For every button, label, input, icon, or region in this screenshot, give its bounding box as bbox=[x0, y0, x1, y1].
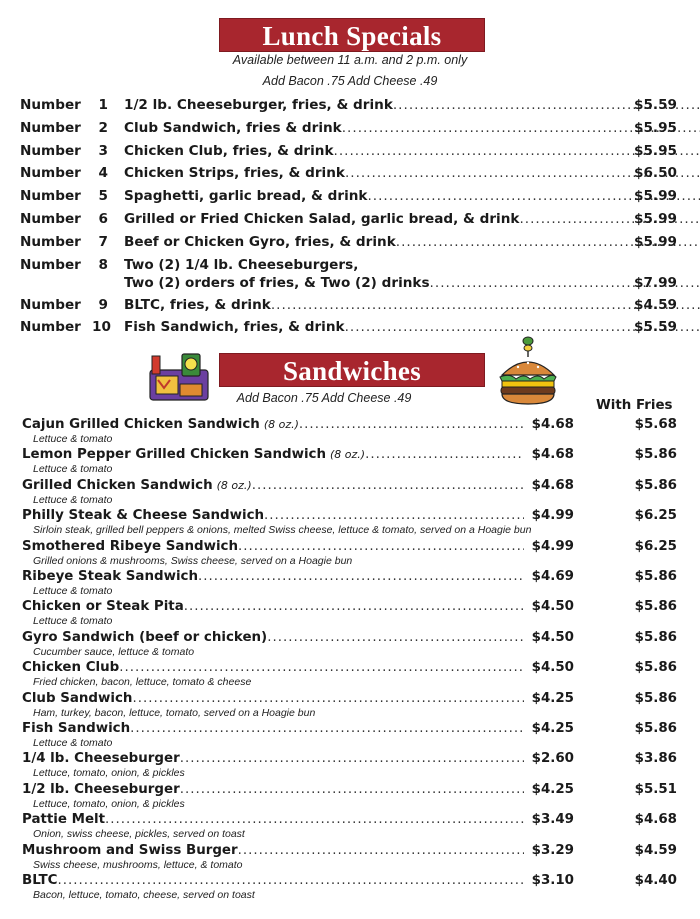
sandwich-price-with-fries: $4.59 bbox=[634, 842, 677, 858]
sandwich-name-box bbox=[22, 568, 524, 585]
item-number-label: Number bbox=[20, 319, 81, 335]
sandwich-price: $4.25 bbox=[531, 690, 574, 706]
sandwich-row bbox=[22, 477, 677, 507]
item-text: 1/2 lb. Cheeseburger, fries, & drink bbox=[124, 97, 393, 113]
lunch-specials-title: Lunch Specials bbox=[262, 21, 442, 51]
item-text: Club Sandwich, fries & drink bbox=[124, 120, 342, 136]
item-price: $5.99 bbox=[634, 234, 677, 250]
sandwich-price-with-fries: $5.86 bbox=[634, 690, 677, 706]
sandwich-description: Bacon, lettuce, tomato, cheese, served on toast bbox=[33, 889, 255, 901]
item-number: 9 bbox=[98, 297, 108, 313]
lunch-item-row bbox=[20, 233, 677, 251]
item-lines bbox=[124, 96, 700, 114]
sandwich-price-with-fries: $6.25 bbox=[634, 538, 677, 554]
sandwich-size: (8 oz.) bbox=[263, 418, 299, 431]
sandwich-main-line bbox=[22, 811, 677, 828]
sandwich-price-with-fries: $5.86 bbox=[634, 660, 677, 676]
sandwich-price-with-fries: $5.86 bbox=[634, 477, 677, 493]
item-number-label: Number bbox=[20, 297, 81, 313]
dot-leader bbox=[198, 568, 524, 585]
item-number: 4 bbox=[98, 165, 108, 181]
sandwich-main-line bbox=[22, 629, 677, 646]
sandwich-size: (8 oz.) bbox=[216, 478, 252, 492]
sandwich-price: $4.25 bbox=[531, 781, 574, 797]
sandwich-name-box bbox=[22, 690, 524, 707]
sandwich-description: Onion, swiss cheese, pickles, served on toast bbox=[33, 828, 245, 841]
item-price: $5.59 bbox=[634, 319, 677, 335]
sandwich-row bbox=[22, 416, 677, 446]
item-price: $5.99 bbox=[634, 211, 677, 227]
sandwich-description: Cucumber sauce, lettuce & tomato bbox=[33, 645, 195, 658]
sandwiches-banner bbox=[219, 353, 485, 387]
dot-leader bbox=[252, 477, 524, 494]
sandwich-row bbox=[22, 690, 677, 720]
sandwiches-title: Sandwiches bbox=[282, 356, 422, 386]
sandwich-price: $4.68 bbox=[531, 447, 574, 463]
sandwich-description: Lettuce, tomato, onion, & pickles bbox=[33, 767, 185, 780]
item-text: Grilled or Fried Chicken Salad, garlic bread, & drink bbox=[124, 211, 520, 227]
item-number: 2 bbox=[98, 120, 108, 136]
item-line bbox=[124, 210, 700, 228]
item-price: $5.59 bbox=[634, 97, 677, 113]
sandwich-main-line bbox=[22, 416, 677, 433]
sandwich-price-with-fries: $5.86 bbox=[634, 447, 677, 463]
item-number: 7 bbox=[98, 234, 108, 250]
sandwich-name: Chicken Club bbox=[22, 660, 120, 676]
sandwich-name: BLTC bbox=[22, 873, 58, 888]
sandwich-name-box bbox=[22, 507, 524, 524]
item-price: $4.59 bbox=[634, 297, 677, 313]
item-lines bbox=[124, 210, 700, 228]
item-line bbox=[124, 164, 700, 182]
sandwich-description: Lettuce & tomato bbox=[33, 585, 113, 597]
sandwich-row bbox=[22, 811, 677, 841]
dot-leader bbox=[180, 750, 524, 767]
item-number: 1 bbox=[98, 97, 108, 113]
item-number-label: Number bbox=[20, 257, 81, 273]
item-description bbox=[124, 119, 625, 137]
sandwich-name-box bbox=[22, 750, 524, 767]
sandwich-name-box bbox=[22, 659, 524, 676]
item-line bbox=[124, 96, 700, 114]
sandwich-name-box bbox=[22, 781, 524, 798]
dot-leader bbox=[238, 842, 524, 859]
item-description bbox=[124, 187, 625, 205]
sandwich-row bbox=[22, 781, 677, 811]
sandwiches-addons: Add Bacon .75 Add Cheese .49 bbox=[236, 391, 412, 405]
dot-leader bbox=[365, 446, 524, 463]
sandwich-main-line bbox=[22, 659, 677, 676]
sandwich-price: $4.25 bbox=[531, 721, 574, 736]
item-number: 5 bbox=[98, 188, 108, 204]
dot-leader bbox=[267, 629, 524, 646]
sandwich-name: 1/4 lb. Cheeseburger bbox=[22, 751, 180, 767]
item-description bbox=[124, 210, 625, 228]
dot-leader bbox=[130, 720, 524, 737]
item-lines bbox=[124, 318, 700, 336]
sandwich-description: Fried chicken, bacon, lettuce, tomato & cheese bbox=[33, 676, 252, 689]
item-number-label: Number bbox=[20, 165, 81, 181]
sandwich-description: Grilled onions & mushrooms, Swiss cheese, served on a Hoagie bun bbox=[33, 554, 353, 567]
sandwich-price-with-fries: $5.86 bbox=[634, 599, 677, 615]
sandwich-main-line bbox=[22, 872, 677, 889]
sandwich-main-line bbox=[22, 720, 677, 737]
sandwich-description: Sirloin steak, grilled bell peppers & onions, melted Swiss cheese, lettuce & tomato, served on a Hoagie bun bbox=[33, 524, 532, 537]
item-text: Two (2) 1/4 lb. Cheeseburgers, bbox=[124, 257, 359, 273]
lunch-item-row bbox=[20, 210, 677, 228]
sandwich-description: Lettuce & tomato bbox=[33, 737, 113, 749]
item-description bbox=[124, 233, 625, 251]
item-price: $5.99 bbox=[634, 188, 677, 204]
sandwich-description: Lettuce & tomato bbox=[33, 433, 113, 445]
sandwich-name-box bbox=[22, 538, 524, 555]
lunch-item-row bbox=[20, 187, 677, 205]
dot-leader bbox=[180, 781, 524, 798]
lunch-item-row bbox=[20, 142, 677, 160]
item-text: Chicken Club, fries, & drink bbox=[124, 143, 334, 159]
item-text: Chicken Strips, fries, & drink bbox=[124, 165, 345, 181]
sandwich-main-line bbox=[22, 507, 677, 524]
sandwich-price: $4.50 bbox=[531, 660, 574, 676]
lunch-item-row bbox=[20, 296, 677, 314]
item-line bbox=[124, 318, 700, 336]
sandwich-description: Swiss cheese, mushrooms, lettuce, & tomato bbox=[33, 858, 243, 871]
sandwich-name: 1/2 lb. Cheeseburger bbox=[22, 781, 180, 797]
item-line bbox=[124, 274, 700, 292]
item-text: Fish Sandwich, fries, & drink bbox=[124, 319, 345, 335]
lunch-specials-banner bbox=[219, 18, 485, 52]
item-price: $6.50 bbox=[634, 165, 677, 181]
sandwich-description: Ham, turkey, bacon, lettuce, tomato, served on a Hoagie bun bbox=[33, 706, 316, 719]
sandwich-main-line bbox=[22, 750, 677, 767]
lunch-addons: Add Bacon .75 Add Cheese .49 bbox=[262, 74, 438, 88]
lunch-item-row bbox=[20, 256, 677, 291]
sandwich-price-with-fries: $5.51 bbox=[634, 781, 677, 797]
sandwich-row bbox=[22, 872, 677, 902]
lunch-item-row bbox=[20, 96, 677, 114]
sandwich-row bbox=[22, 629, 677, 659]
sandwich-description: Lettuce & tomato bbox=[33, 493, 113, 506]
item-price: $5.95 bbox=[634, 120, 677, 136]
sandwich-price: $4.99 bbox=[531, 538, 574, 554]
item-description bbox=[124, 164, 625, 182]
sandwich-price-with-fries: $4.40 bbox=[634, 873, 677, 888]
item-line bbox=[124, 187, 700, 205]
item-description bbox=[124, 142, 625, 160]
sandwich-name-box bbox=[22, 416, 524, 433]
sandwich-description: Lettuce & tomato bbox=[33, 615, 113, 628]
lunch-item-row bbox=[20, 318, 677, 336]
item-text: Two (2) orders of fries, & Two (2) drinks bbox=[124, 275, 430, 291]
sandwich-row bbox=[22, 446, 677, 476]
sandwich-row bbox=[22, 659, 677, 689]
item-lines bbox=[124, 119, 700, 137]
dot-leader bbox=[105, 811, 524, 828]
item-number-label: Number bbox=[20, 143, 81, 159]
item-line bbox=[124, 233, 700, 251]
item-description bbox=[124, 96, 625, 114]
with-fries-header: With Fries bbox=[596, 398, 673, 413]
sandwich-price: $4.50 bbox=[531, 629, 574, 645]
item-lines bbox=[124, 296, 700, 314]
dot-leader bbox=[264, 507, 524, 524]
item-number: 8 bbox=[98, 257, 108, 273]
sandwich-price: $4.50 bbox=[531, 599, 574, 615]
sandwich-main-line bbox=[22, 598, 677, 615]
sandwich-name: Gyro Sandwich (beef or chicken) bbox=[22, 629, 268, 645]
sandwich-name-box bbox=[22, 477, 524, 494]
item-price: $7.99 bbox=[634, 275, 677, 291]
sandwich-name-box bbox=[22, 598, 524, 615]
sandwich-row bbox=[22, 842, 677, 872]
item-line bbox=[124, 256, 700, 274]
dot-leader bbox=[57, 872, 524, 889]
sandwich-main-line bbox=[22, 781, 677, 798]
dot-leader bbox=[132, 690, 524, 707]
item-line bbox=[124, 142, 700, 160]
sandwich-name-box bbox=[22, 720, 524, 737]
sandwich-name: Fish Sandwich bbox=[22, 721, 131, 736]
lunch-availability: Available between 11 a.m. and 2 p.m. only bbox=[232, 53, 468, 67]
sandwich-name: Mushroom and Swiss Burger bbox=[22, 842, 238, 858]
dot-leader bbox=[119, 659, 524, 676]
sandwich-name: Pattie Melt bbox=[22, 812, 106, 828]
sandwich-price: $2.60 bbox=[531, 751, 574, 767]
sandwich-main-line bbox=[22, 446, 677, 463]
sandwich-name-box bbox=[22, 842, 524, 859]
dot-leader bbox=[184, 598, 524, 615]
sandwich-size: (8 oz.) bbox=[330, 448, 366, 462]
sandwich-description: Lettuce & tomato bbox=[33, 463, 113, 476]
sandwich-row bbox=[22, 598, 677, 628]
item-lines bbox=[124, 187, 700, 205]
item-lines bbox=[124, 256, 700, 292]
dot-leader bbox=[238, 538, 524, 555]
item-number: 3 bbox=[98, 143, 108, 159]
sandwich-name: Smothered Ribeye Sandwich bbox=[22, 538, 239, 554]
item-description bbox=[124, 318, 625, 336]
item-price: $5.95 bbox=[634, 143, 677, 159]
sandwich-price-with-fries: $5.68 bbox=[634, 417, 677, 432]
lunch-item-row bbox=[20, 164, 677, 182]
sandwich-main-line bbox=[22, 690, 677, 707]
sandwich-price: $4.68 bbox=[531, 477, 574, 493]
sandwich-name: Cajun Grilled Chicken Sandwich bbox=[22, 417, 260, 432]
sandwich-price-with-fries: $4.68 bbox=[634, 812, 677, 828]
item-number: 10 bbox=[92, 319, 111, 335]
sandwich-price-with-fries: $6.25 bbox=[634, 508, 677, 524]
sandwich-main-line bbox=[22, 538, 677, 555]
item-number-label: Number bbox=[20, 120, 81, 136]
sandwich-price: $4.99 bbox=[531, 508, 574, 524]
item-number-label: Number bbox=[20, 188, 81, 204]
item-lines bbox=[124, 164, 700, 182]
sandwich-name: Grilled Chicken Sandwich bbox=[22, 477, 213, 493]
item-number-label: Number bbox=[20, 234, 81, 250]
sandwich-main-line bbox=[22, 568, 677, 585]
sandwich-name-box bbox=[22, 872, 524, 889]
sandwich-price-with-fries: $3.86 bbox=[634, 751, 677, 767]
dot-leader bbox=[299, 416, 524, 433]
sandwich-price: $3.49 bbox=[531, 812, 574, 828]
sandwich-price-with-fries: $5.86 bbox=[634, 721, 677, 736]
sandwich-name: Club Sandwich bbox=[22, 690, 133, 706]
sandwich-description: Lettuce, tomato, onion, & pickles bbox=[33, 797, 185, 810]
sandwich-main-line bbox=[22, 842, 677, 859]
sandwich-name: Philly Steak & Cheese Sandwich bbox=[22, 508, 265, 524]
item-lines bbox=[124, 142, 700, 160]
sandwich-name: Chicken or Steak Pita bbox=[22, 599, 184, 615]
item-line bbox=[124, 296, 700, 314]
item-number-label: Number bbox=[20, 211, 81, 227]
sandwich-name: Ribeye Steak Sandwich bbox=[22, 569, 199, 584]
sandwich-price: $4.68 bbox=[531, 417, 574, 432]
sandwich-main-line bbox=[22, 477, 677, 494]
sandwich-name-box bbox=[22, 629, 524, 646]
sandwich-name-box bbox=[22, 446, 524, 463]
sandwich-price-with-fries: $5.86 bbox=[634, 569, 677, 584]
item-description bbox=[124, 256, 625, 292]
sandwich-price: $3.29 bbox=[531, 842, 574, 858]
sandwich-row bbox=[22, 538, 677, 568]
item-description bbox=[124, 296, 625, 314]
sandwich-row bbox=[22, 568, 677, 598]
item-text: BLTC, fries, & drink bbox=[124, 297, 271, 313]
item-line bbox=[124, 119, 700, 137]
sandwich-row bbox=[22, 507, 677, 537]
sandwich-price: $3.10 bbox=[531, 873, 574, 888]
sandwich-row bbox=[22, 720, 677, 750]
item-text: Beef or Chicken Gyro, fries, & drink bbox=[124, 234, 396, 250]
sandwich-price-with-fries: $5.86 bbox=[634, 629, 677, 645]
item-lines bbox=[124, 233, 700, 251]
lunch-item-row bbox=[20, 119, 677, 137]
item-number-label: Number bbox=[20, 97, 81, 113]
item-text: Spaghetti, garlic bread, & drink bbox=[124, 188, 368, 204]
sandwich-price: $4.69 bbox=[531, 569, 574, 584]
item-number: 6 bbox=[98, 211, 108, 227]
sandwich-name: Lemon Pepper Grilled Chicken Sandwich bbox=[22, 447, 327, 463]
sandwich-row bbox=[22, 750, 677, 780]
sandwich-name-box bbox=[22, 811, 524, 828]
